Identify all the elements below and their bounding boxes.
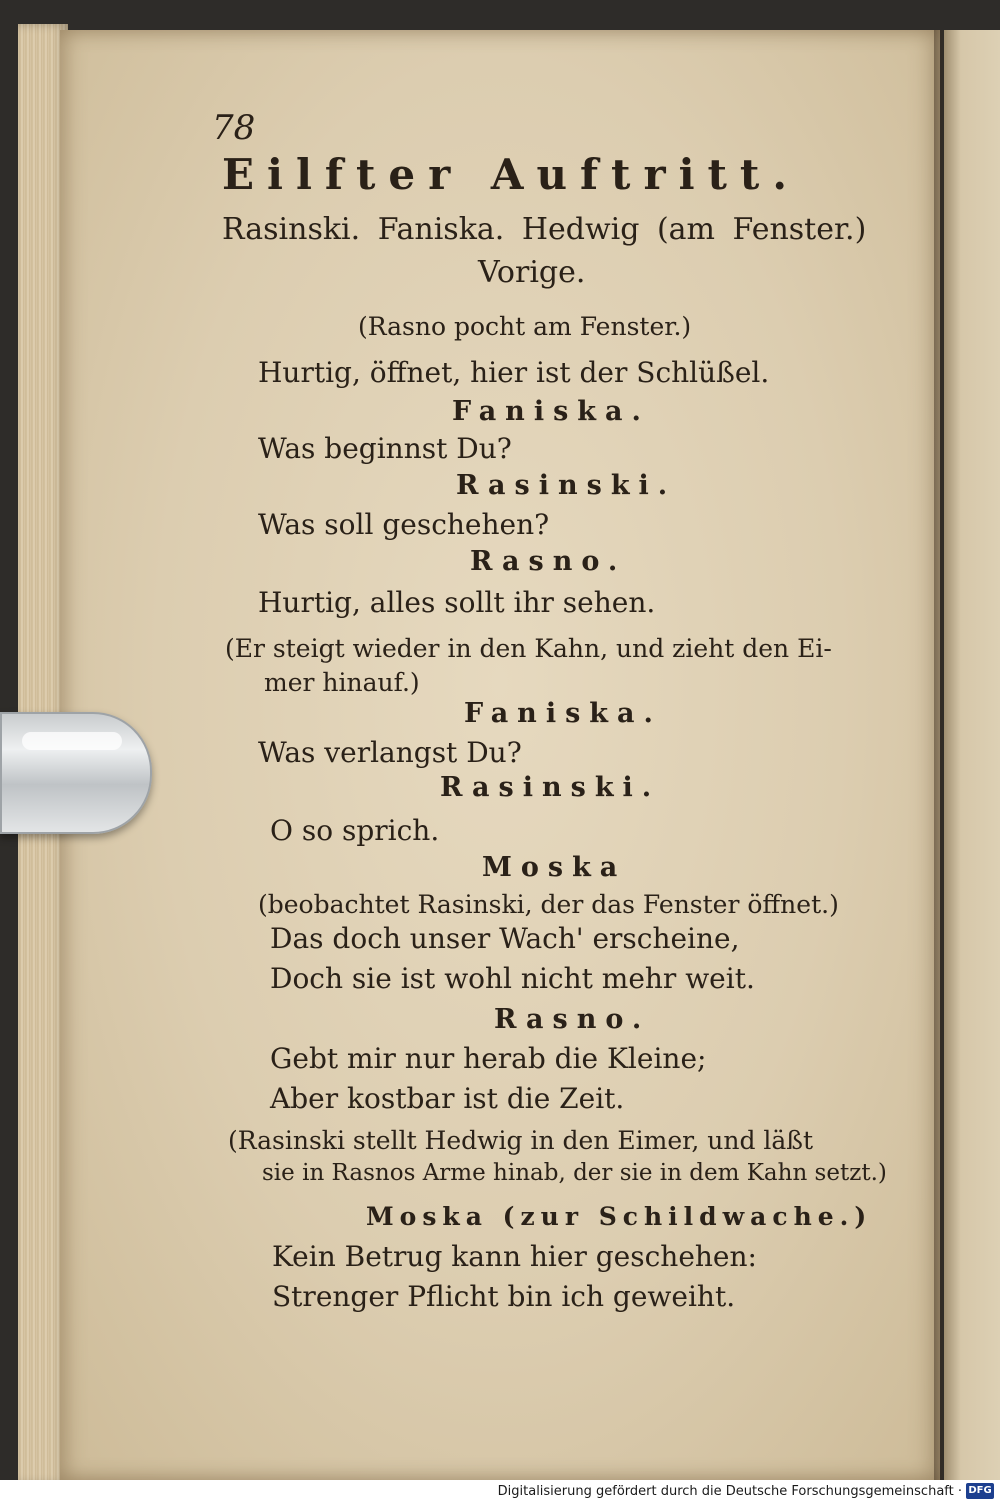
speaker-name: Rasinski. (440, 772, 661, 803)
speaker-name: Rasinski. (456, 470, 677, 501)
speaker-name: Faniska. (452, 396, 650, 427)
stage-direction: sie in Rasnos Arme hinab, der sie in dem Kahn setzt.) (262, 1160, 887, 1186)
glass-highlight (22, 732, 122, 750)
dfg-logo: DFG (966, 1483, 994, 1499)
digitization-footer (0, 1480, 1000, 1506)
speaker-name: Rasno. (470, 546, 627, 577)
scene-persons: Rasinski. Faniska. Hedwig (am Fenster.) (222, 212, 867, 247)
verse-line: Aber kostbar ist die Zeit. (270, 1082, 625, 1115)
verse-line: Strenger Pflicht bin ich geweiht. (272, 1280, 736, 1313)
verse-line: Das doch unser Wach' erscheine, (270, 922, 740, 955)
page-number: 78 (212, 108, 256, 148)
verse-line: Was verlangst Du? (258, 736, 522, 769)
verse-line: Was soll geschehen? (258, 508, 550, 541)
verse-line: O so sprich. (270, 814, 440, 847)
verse-line: Hurtig, alles sollt ihr sehen. (258, 586, 656, 619)
verse-line: Kein Betrug kann hier geschehen: (272, 1240, 757, 1273)
speaker-name: Moska (482, 852, 627, 883)
verse-line: Hurtig, öffnet, hier ist der Schlüßel. (258, 356, 770, 389)
stage-direction: mer hinauf.) (264, 668, 420, 697)
stage-direction: (beobachtet Rasinski, der das Fenster öffnet.) (258, 890, 839, 919)
stage-direction: (Rasinski stellt Hedwig in den Eimer, und läßt (228, 1126, 814, 1155)
stage-direction: (Rasno pocht am Fenster.) (358, 312, 692, 341)
speaker-name: Faniska. (464, 698, 662, 729)
stage-direction: (Er steigt wieder in den Kahn, und zieht den Ei- (225, 634, 832, 663)
speaker-name: Rasno. (494, 1004, 651, 1035)
speaker-name: Moska (zur Schildwache.) (366, 1202, 873, 1231)
verse-line: Was beginnst Du? (258, 432, 512, 465)
verse-line: Doch sie ist wohl nicht mehr weit. (270, 962, 755, 995)
facing-page-edge (944, 30, 1000, 1480)
footer-credit: Digitalisierung gefördert durch die Deutsche Forschungsgemeinschaft · (497, 1484, 962, 1499)
scene-persons-continued: Vorige. (478, 255, 586, 290)
scene-heading: Eilfter Auftritt. (222, 150, 800, 199)
verse-line: Gebt mir nur herab die Kleine; (270, 1042, 707, 1075)
glass-page-weight (0, 712, 152, 834)
